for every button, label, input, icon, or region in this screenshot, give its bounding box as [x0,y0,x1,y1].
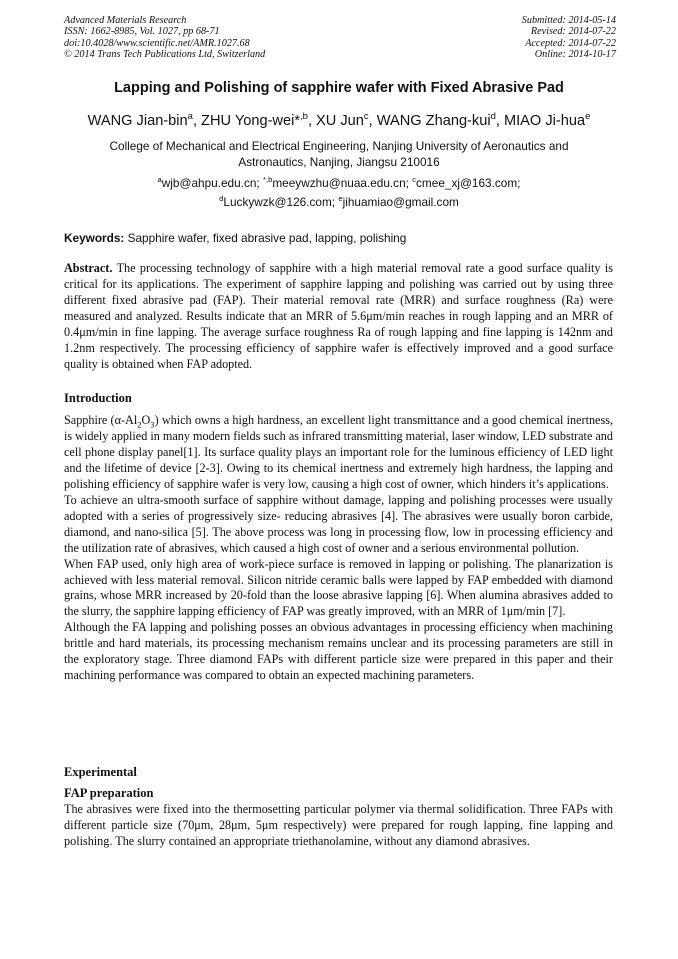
author-name: WANG Jian-bin [87,113,188,129]
intro-paragraph: When FAP used, only high area of work-piece surface is removed in lapping or polishing. The planarization is achieved with less material removal. Silicon nitride ceramic balls were lapped by FAP embedded with diamond grains, whose MRR increased by 20-fold than the loose abrasive lapping [6]. When alumina abrasives added to the slurry, the sapphire lapping efficiency of FAP was greatly improved, with an MRR of 1μm/min [7]. [64,556,613,619]
keywords-text: Sapphire wafer, fixed abrasive pad, lapping, polishing [124,231,407,245]
formula-sub: 2 [137,419,142,430]
date-revised: Revised: 2014-07-22 [530,26,616,38]
date-accepted: Accepted: 2014-07-22 [525,37,616,49]
email-line-1 [0,176,678,190]
journal-copyright: © 2014 Trans Tech Publications Ltd, Switzerland [64,49,266,61]
email-line-2 [0,195,678,209]
author-sup: c [363,111,369,123]
date-submitted: Submitted: 2014-05-14 [521,15,616,26]
intro-paragraph [64,413,613,493]
formula-sub: 3 [150,419,155,430]
email-b: meeywzhu@nuaa.edu.cn; [272,176,413,190]
author-name: XU Jun [316,113,364,129]
author-name: ZHU Yong-wei* [201,113,301,129]
journal-name: Advanced Materials Research [64,15,187,26]
author-list: WANG Jian-bin$^a$, ZHU Yong-wei*$^{,b}$, XU Jun$^c$, WANG Zhang-kui$^d$, MIAO Ji-hua$^e$ [87,111,591,129]
journal-issn: ISSN: 1662-8985, Vol. 1027, pp 68-71 [64,26,220,38]
intro-p1-text: ) which owns a high hardness, an excellent light transmittance and a good chemical inertness, is widely applied in many modern fields such as infrared transmitting material, laser window, LED substrate and cell phone display panel[1]. Its surface quality plays an important role for the luminous efficiency of LED light and the lifetime of device [2-3]. Owing to its chemical inertness and extremely high hardness, the lapping and polishing efficiency of sapphire wafer is very low, causing a high cost of owner, which hinders it’s applications. [64,413,613,491]
intro-p1-text: Sapphire (α-Al [64,413,138,427]
abstract-label: Abstract. [64,261,113,275]
experimental-heading: Experimental [64,765,137,779]
journal-info [64,15,265,61]
introduction-heading: Introduction [64,391,132,405]
author-name: MIAO Ji-hua [503,113,586,129]
intro-paragraph: Although the FA lapping and polishing posses an obvious advantages in processing efficiency when machining brittle and hard materials, its processing mechanism remains unclear and its processing parameters are still in the exploratory stage. Three diamond FAPs with different particle size were prepared in this paper and their machining performance was compared to obtain an expected machining parameters. [64,620,613,683]
affiliation: College of Mechanical and Electrical Engineering, Nanjing University of Aeronautics and Astronautics, Nanjing, Jiangsu 210016 [109,139,569,169]
date-online: Online: 2014-10-17 [534,49,616,61]
journal-doi: doi:10.4028/www.scientific.net/AMR.1027.68 [64,37,250,49]
author-sup: d [490,111,496,123]
email-c: cmee_xj@163.com; [416,176,521,190]
keywords [64,231,406,245]
experimental-paragraph: The abrasives were fixed into the thermosetting particular polymer via thermal solidification. Three FAPs with different particle size (70μm, 28μm, 5μm respectively) were prepared for rough lapping, fine lapping and polishing. The slurry contained an appropriate triethanolamine, without any diamond abrasives. [64,802,613,848]
author-sup: ,b [300,111,308,123]
experimental-body [64,802,613,850]
author-sup: a [187,111,193,123]
email-d: Luckywzk@126.com; [223,195,339,209]
email-e: jihuamiao@gmail.com [342,195,459,209]
email-sup: d [219,194,224,204]
intro-paragraph: To achieve an ultra-smooth surface of sapphire without damage, lapping and polishing processes were usually adopted with a series of progressively size- reducing abrasives [4]. The abrasives were usually boron carbide, diamond, and nano-silica [5]. The above process was long in processing flow, low in processing efficiency and the utilization rate of abrasives, which caused a high cost of owner and a serious environmental pollution. [64,492,613,555]
paper-title: Lapping and Polishing of sapphire wafer with Fixed Abrasive Pad [114,80,564,96]
keywords-label: Keywords: [64,231,125,245]
intro-p1-text: O [141,413,151,427]
fap-preparation-heading: FAP preparation [64,786,154,800]
introduction-body [64,413,613,684]
author-sup: e [585,111,591,123]
publication-dates [522,15,616,61]
abstract-text: The processing technology of sapphire with a high material removal rate a good surface quality is critical for its applications. The experiment of sapphire lapping and polishing was carried out by using three different fixed abrasive pad (FAP). Their material removal rate (MRR) and surface roughness (Ra) were measured and analyzed. Results indicate that an MRR of 5.6μm/min reaches in rough lapping and an MRR of 0.4μm/min in fine lapping. The average surface roughness Ra of rough lapping and fine lapping is 142nm and 1.2nm respectively. The processing efficiency of sapphire wafer is effectively improved and a good surface quality is obtained when FAP adopted. [64,261,613,371]
email-sup: a [157,175,162,185]
email-a: wjb@ahpu.edu.cn; [161,176,263,190]
abstract [64,261,613,373]
email-sup: e [338,194,343,204]
email-sup: *,b [262,175,273,185]
author-name: WANG Zhang-kui [376,113,491,129]
email-sup: c [412,175,417,185]
